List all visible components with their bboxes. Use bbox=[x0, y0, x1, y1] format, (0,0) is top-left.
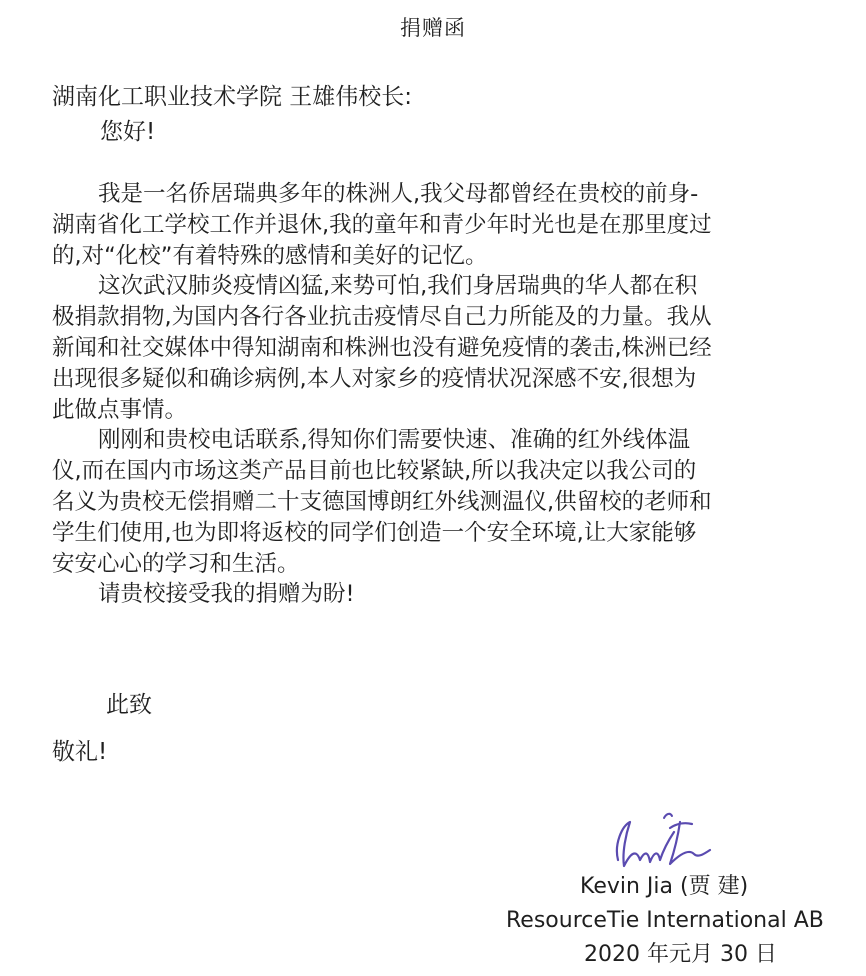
closing-salutation: 此致 bbox=[106, 692, 152, 718]
paragraph-line: 学生们使用,也为即将返校的同学们创造一个安全环境,让大家能够 bbox=[52, 519, 697, 546]
paragraph-line: 名义为贵校无偿捐赠二十支德国博朗红外线测温仪,供留校的老师和 bbox=[52, 488, 712, 515]
paragraph-line: 出现很多疑似和确诊病例,本人对家乡的疫情状况深感不安,很想为 bbox=[52, 365, 697, 392]
letter-title: 捐赠函 bbox=[400, 16, 466, 40]
paragraph-1 bbox=[52, 179, 812, 271]
signer-name: Kevin Jia (贾 建) bbox=[580, 874, 749, 899]
paragraph-line: 安安心心的学习和生活。 bbox=[52, 550, 300, 577]
company-name: ResourceTie International AB bbox=[506, 908, 824, 933]
paragraph-line: 的,对“化校”有着特殊的感情和美好的记忆。 bbox=[52, 242, 488, 269]
paragraph-line: 新闻和社交媒体中得知湖南和株洲也没有避免疫情的袭击,株洲已经 bbox=[52, 334, 712, 361]
closing-regards: 敬礼! bbox=[52, 739, 108, 765]
signature-stroke bbox=[664, 814, 672, 818]
paragraph-line: 仪,而在国内市场这类产品目前也比较紧缺,所以我决定以我公司的 bbox=[52, 458, 697, 485]
signature-stroke bbox=[670, 822, 710, 864]
paragraph-line: 此做点事情。 bbox=[52, 396, 188, 423]
paragraph-line: 请贵校接受我的捐赠为盼! bbox=[98, 581, 355, 608]
paragraph-line: 这次武汉肺炎疫情凶猛,来势可怕,我们身居瑞典的华人都在积 bbox=[98, 273, 698, 300]
paragraph-line: 我是一名侨居瑞典多年的株洲人,我父母都曾经在贵校的前身- bbox=[98, 181, 699, 207]
letter-body bbox=[52, 179, 812, 610]
paragraph-4 bbox=[52, 579, 812, 610]
paragraph-2 bbox=[52, 271, 812, 425]
paragraph-line: 刚刚和贵校电话联系,得知你们需要快速、准确的红外线体温 bbox=[98, 427, 691, 454]
handwritten-signature bbox=[608, 808, 720, 880]
signature-stroke bbox=[617, 822, 674, 866]
paragraph-line: 极捐款捐物,为国内各行各业抗击疫情尽自己力所能及的力量。我从 bbox=[52, 304, 712, 331]
recipient-line: 湖南化工职业技术学院 王雄伟校长: bbox=[52, 84, 413, 110]
paragraph-3 bbox=[52, 425, 812, 579]
letter-date: 2020 年元月 30 日 bbox=[584, 942, 777, 967]
greeting: 您好! bbox=[100, 119, 156, 145]
paragraph-line: 湖南省化工学校工作并退休,我的童年和青少年时光也是在那里度过 bbox=[52, 211, 712, 238]
